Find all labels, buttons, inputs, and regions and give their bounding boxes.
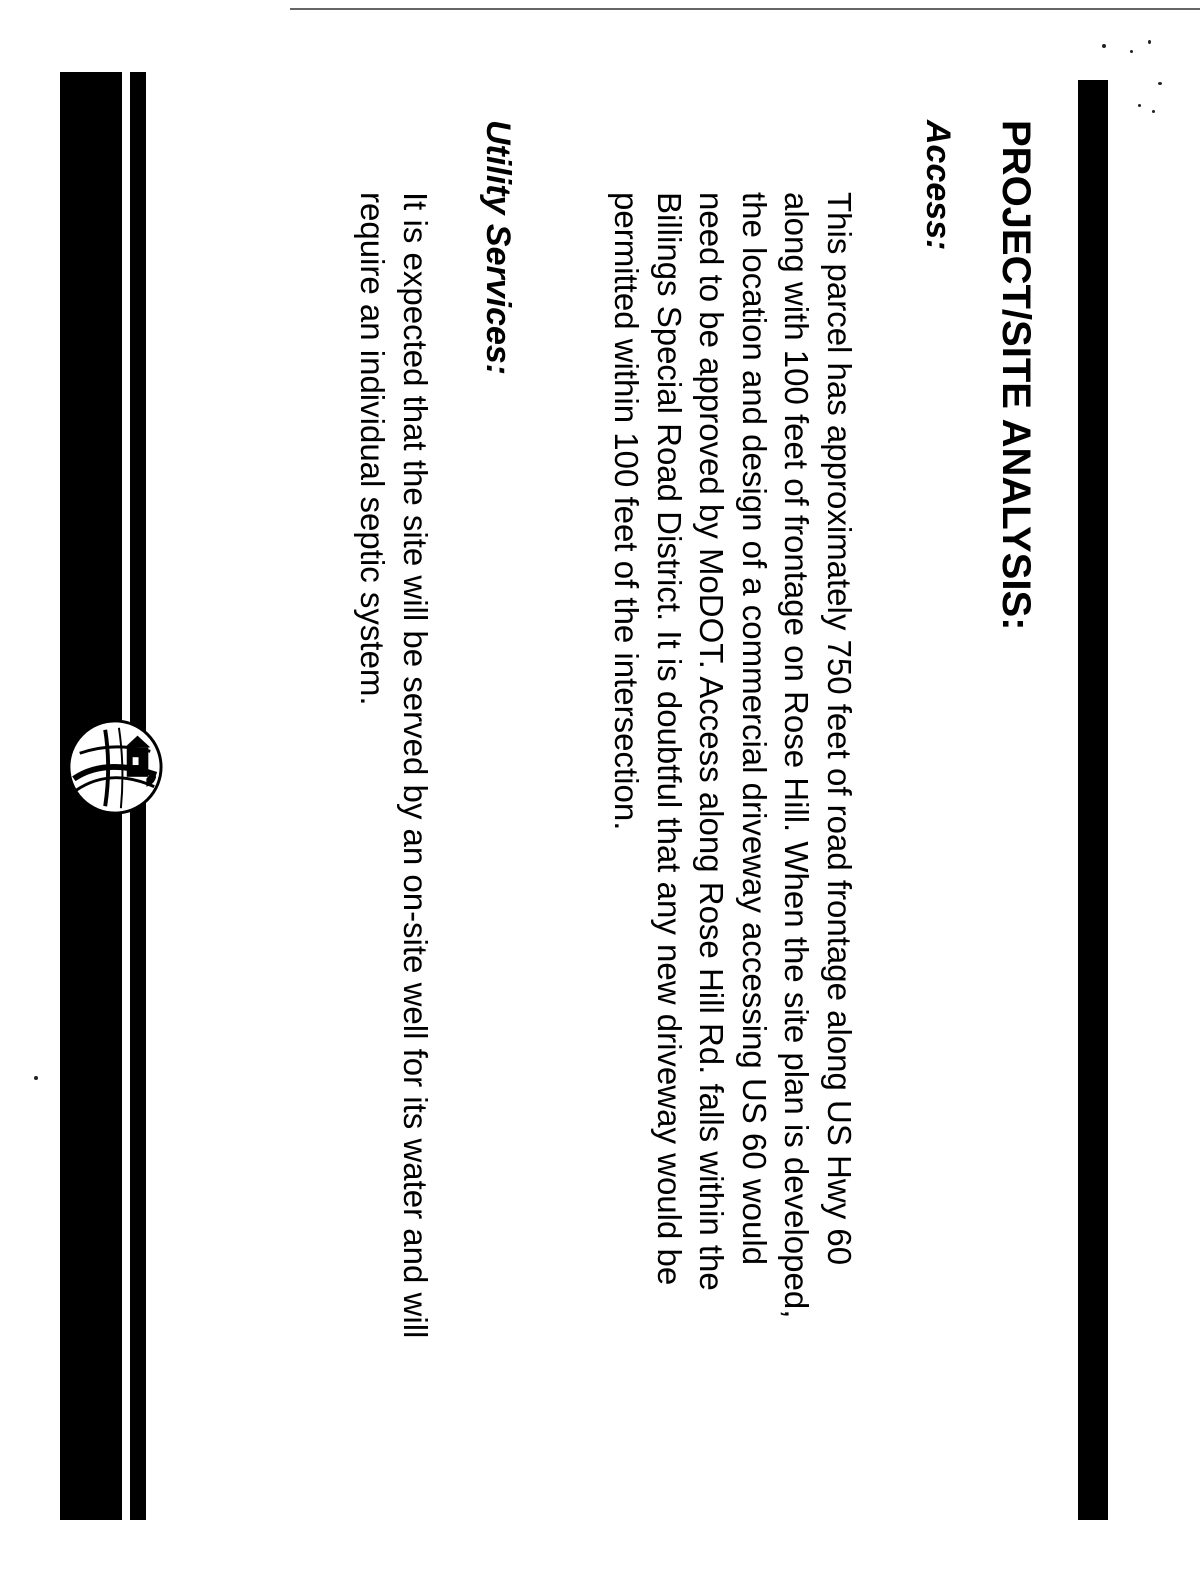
scan-speck: [1102, 44, 1106, 48]
scan-speck: [1138, 104, 1141, 107]
scan-speck: [1130, 50, 1133, 53]
scan-top-rule: [290, 8, 1200, 10]
paragraph-line: It is expected that the site will be served by an on-site well for its water and will: [397, 192, 434, 1339]
paragraph-line: require an individual septic system.: [354, 192, 392, 706]
paragraph-line: along with 100 feet of frontage on Rose Hill. When the site plan is developed,: [778, 192, 816, 1319]
slide-content: [0, 120, 1038, 1540]
paragraph-line: need to be approved by MoDOT. Access along Rose Hill Rd. falls within the: [693, 192, 731, 1291]
paragraph-line: This parcel has approximately 750 feet of road frontage along US Hwy 60: [821, 192, 858, 1266]
utility-services-paragraph: [351, 192, 436, 1338]
utility-services-heading: Utility Services:: [479, 120, 517, 376]
scan-speck: [1158, 82, 1162, 85]
paragraph-line: the location and design of a commercial driveway accessing US 60 would: [736, 192, 773, 1266]
access-heading: Access:: [919, 120, 957, 251]
access-paragraph: [605, 192, 860, 1318]
slide-header-bar: [1078, 80, 1108, 1520]
scan-speck: [1148, 40, 1151, 44]
page-title: PROJECT/SITE ANALYSIS:: [994, 120, 1038, 631]
house-road-seal-icon: [66, 718, 164, 816]
scan-speck: [1152, 110, 1155, 113]
paragraph-line: permitted within 100 feet of the intersection.: [608, 192, 646, 831]
paragraph-line: Billings Special Road District. It is doubtful that any new driveway would be: [651, 192, 688, 1286]
